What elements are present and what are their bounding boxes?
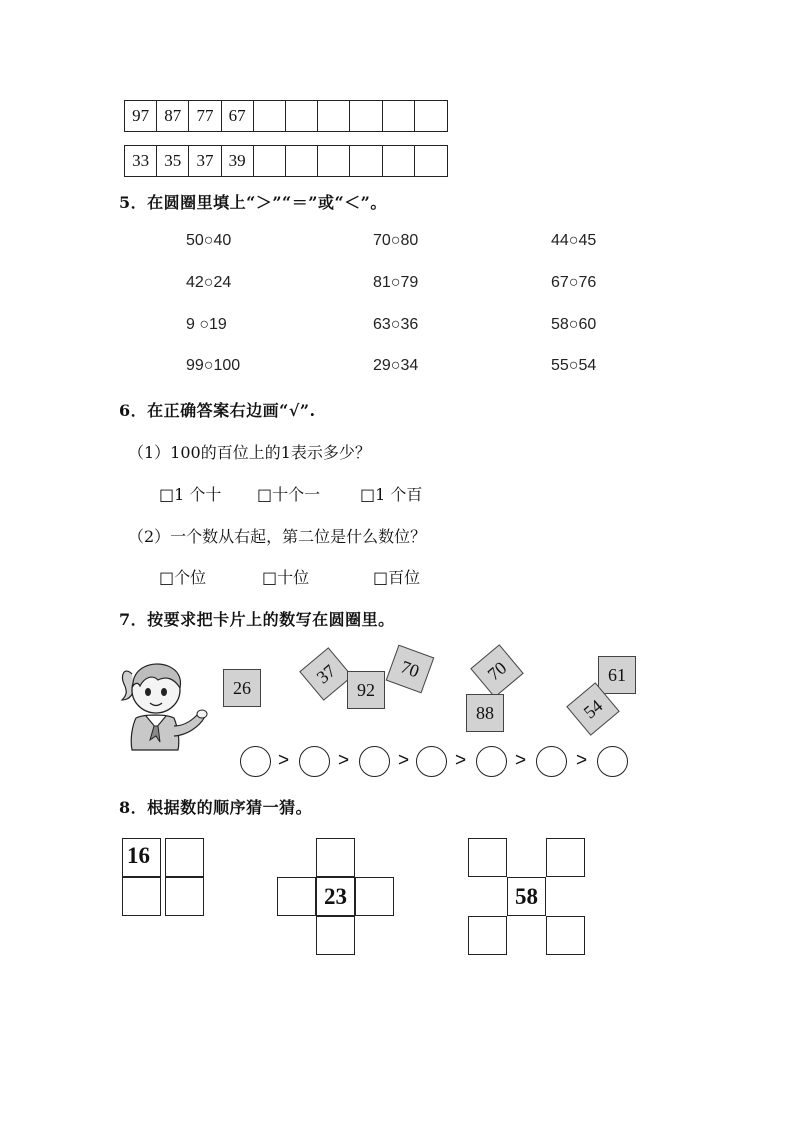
compare-item[interactable]: 29○34 xyxy=(373,357,419,374)
q6-sub1-option-b[interactable]: □十个一 xyxy=(257,485,321,504)
strip-blank-cell[interactable] xyxy=(383,146,415,176)
strip-blank-cell[interactable] xyxy=(318,146,350,176)
grid-cell-blank[interactable] xyxy=(316,838,355,877)
q6-sub1-question: （1）100的百位上的1表示多少？ xyxy=(128,443,371,462)
compare-item[interactable]: 50○40 xyxy=(186,232,232,249)
compare-item[interactable]: 70○80 xyxy=(373,232,419,249)
compare-item[interactable]: 63○36 xyxy=(373,316,419,333)
strip-blank-cell[interactable] xyxy=(254,101,286,131)
strip-cell: 39 xyxy=(222,146,254,176)
grid-cell-given: 16 xyxy=(122,838,161,877)
strip-cell: 77 xyxy=(189,101,221,131)
strip-cell: 97 xyxy=(125,101,157,131)
strip-blank-cell[interactable] xyxy=(415,146,447,176)
compare-item[interactable]: 55○54 xyxy=(551,357,597,374)
greater-than-sign: > xyxy=(398,750,410,771)
q6-sub2-option-b[interactable]: □十位 xyxy=(262,568,310,587)
answer-circle[interactable] xyxy=(299,746,330,777)
strip-blank-cell[interactable] xyxy=(383,101,415,131)
compare-item[interactable]: 81○79 xyxy=(373,274,419,291)
strip-cell: 35 xyxy=(157,146,189,176)
compare-item[interactable]: 67○76 xyxy=(551,274,597,291)
grid-cell-blank[interactable] xyxy=(355,877,394,916)
compare-item[interactable]: 58○60 xyxy=(551,316,597,333)
number-card[interactable]: 54 xyxy=(566,682,620,736)
q6-sub2-option-c[interactable]: □百位 xyxy=(373,568,421,587)
q6-sub2-option-a[interactable]: □个位 xyxy=(159,568,207,587)
question-8-title: 8．根据数的顺序猜一猜。 xyxy=(119,798,313,817)
answer-circle[interactable] xyxy=(476,746,507,777)
greater-than-sign: > xyxy=(278,750,290,771)
question-6-title: 6．在正确答案右边画“√”. xyxy=(119,401,316,420)
strip-cell: 37 xyxy=(189,146,221,176)
grid-cell-blank[interactable] xyxy=(546,916,585,955)
number-card[interactable]: 70 xyxy=(386,645,435,694)
grid-cell-given: 23 xyxy=(316,877,355,916)
greater-than-sign: > xyxy=(515,750,527,771)
q6-sub1-option-c[interactable]: □1 个百 xyxy=(360,485,423,504)
strip-blank-cell[interactable] xyxy=(350,101,382,131)
strip-blank-cell[interactable] xyxy=(350,146,382,176)
number-strip-2 xyxy=(124,145,448,177)
question-7-title: 7．按要求把卡片上的数写在圆圈里。 xyxy=(119,610,395,629)
grid-cell-blank[interactable] xyxy=(165,877,204,916)
grid-cell-blank[interactable] xyxy=(277,877,316,916)
grid-cell-blank[interactable] xyxy=(122,877,161,916)
grid-cell-blank[interactable] xyxy=(468,916,507,955)
grid-cell-blank[interactable] xyxy=(468,838,507,877)
strip-cell: 87 xyxy=(157,101,189,131)
compare-item[interactable]: 42○24 xyxy=(186,274,232,291)
strip-blank-cell[interactable] xyxy=(286,101,318,131)
grid-cell-blank[interactable] xyxy=(546,838,585,877)
number-card[interactable]: 70 xyxy=(470,644,524,698)
number-card[interactable]: 61 xyxy=(598,656,636,694)
strip-cell: 33 xyxy=(125,146,157,176)
greater-than-sign: > xyxy=(576,750,588,771)
number-strip-1 xyxy=(124,100,448,132)
strip-blank-cell[interactable] xyxy=(254,146,286,176)
question-5-title: 5．在圆圈里填上“＞”“＝”或“＜”。 xyxy=(119,193,387,212)
q6-sub2-question: （2）一个数从右起，第二位是什么数位？ xyxy=(128,527,427,546)
strip-blank-cell[interactable] xyxy=(286,146,318,176)
answer-circle[interactable] xyxy=(597,746,628,777)
number-card[interactable]: 26 xyxy=(223,669,261,707)
grid-cell-blank[interactable] xyxy=(316,916,355,955)
greater-than-sign: > xyxy=(338,750,350,771)
strip-blank-cell[interactable] xyxy=(318,101,350,131)
compare-item[interactable]: 9 ○19 xyxy=(186,316,227,333)
compare-item[interactable]: 99○100 xyxy=(186,357,241,374)
answer-circle[interactable] xyxy=(359,746,390,777)
number-card[interactable]: 37 xyxy=(299,647,353,701)
greater-than-sign: > xyxy=(455,750,467,771)
number-card[interactable]: 88 xyxy=(466,694,504,732)
girl-illustration xyxy=(118,656,210,754)
answer-circle[interactable] xyxy=(240,746,271,777)
grid-cell-given: 58 xyxy=(507,877,546,916)
grid-cell-blank[interactable] xyxy=(165,838,204,877)
strip-cell: 67 xyxy=(222,101,254,131)
strip-blank-cell[interactable] xyxy=(415,101,447,131)
answer-circle[interactable] xyxy=(536,746,567,777)
number-card[interactable]: 92 xyxy=(347,671,385,709)
compare-item[interactable]: 44○45 xyxy=(551,232,597,249)
answer-circle[interactable] xyxy=(416,746,447,777)
q6-sub1-option-a[interactable]: □1 个十 xyxy=(159,485,222,504)
